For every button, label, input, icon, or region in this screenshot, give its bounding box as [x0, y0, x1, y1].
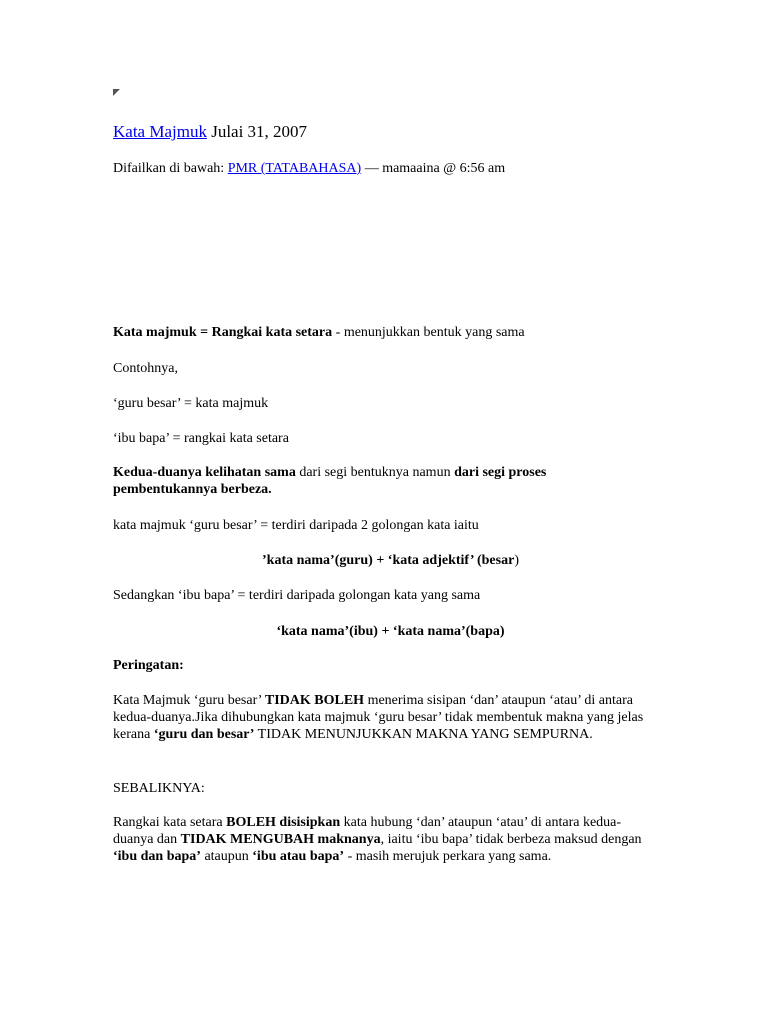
author-time: — mamaaina @ 6:56 am [364, 161, 506, 176]
paragraph-example-2: ‘ibu bapa’ = rangkai kata setara [113, 431, 289, 446]
rangkai-bold-4: ‘ibu atau bapa’ [252, 849, 345, 864]
warning-text-b: menerima sisipan ‘dan’ ataupun ‘atau’ di antara kedua-duanya.Jika dihubungkan kata majmuk ‘guru besar’ tidak membentuk makna yang jelas kerana [113, 693, 644, 742]
rangkai-bold-1: BOLEH disisipkan [226, 815, 341, 830]
rangkai-text-c: , iaitu ‘ibu bapa’ tidak berbeza maksud dengan [380, 832, 642, 847]
paragraph-sebaliknya: SEBALIKNYA: [113, 781, 205, 796]
post-meta [113, 160, 653, 177]
comparison-bold-1: Kedua-duanya kelihatan sama [113, 465, 296, 480]
warning-bold-1: TIDAK BOLEH [264, 693, 365, 708]
rangkai-text-d: ataupun [200, 849, 253, 864]
rangkai-text-a: Rangkai kata setara [113, 815, 227, 830]
paragraph-ibu-bapa: Sedangkan ‘ibu bapa’ = terdiri daripada golongan kata yang sama [113, 588, 481, 603]
post-title-link[interactable]: Kata Majmuk [113, 122, 207, 141]
formula-1-besar: besar [481, 553, 515, 568]
formula-1-bold: ’kata nama’(guru) + ‘kata adjektif’ ( [262, 553, 482, 568]
paragraph-example-intro: Contohnya, [113, 361, 178, 376]
warning-text-a: Kata Majmuk ‘guru besar’ [113, 693, 265, 708]
definition-bold: Kata majmuk = Rangkai kata setara [113, 325, 333, 340]
rangkai-text-b: kata hubung ‘dan’ ataupun ‘atau’ di antara kedua-duanya dan [113, 815, 622, 847]
paragraph-rangkai [113, 814, 649, 865]
paragraph-comparison [113, 464, 593, 498]
paragraph-example-1: ‘guru besar’ = kata majmuk [113, 396, 269, 411]
formula-ibu-bapa: ‘kata nama’(ibu) + ‘kata nama’(bapa) [276, 624, 505, 639]
post-header [113, 121, 653, 143]
comparison-bold-2: dari segi proses pembentukannya berbeza. [113, 465, 547, 497]
paragraph-guru-besar: kata majmuk ‘guru besar’ = terdiri daripada 2 golongan kata iaitu [113, 518, 479, 533]
definition-rest: - menunjukkan bentuk yang sama [332, 325, 525, 340]
rangkai-bold-3: ‘ibu dan bapa’ [113, 849, 201, 864]
warning-bold-2: ‘guru dan besar’ [153, 727, 255, 742]
filed-under-label: Difailkan di bawah: [113, 161, 225, 176]
comparison-middle: dari segi bentuknya namun [295, 465, 455, 480]
warning-text-c: TIDAK MENUNJUKKAN MAKNA YANG SEMPURNA. [254, 727, 593, 742]
broken-image-icon [113, 89, 121, 97]
formula-guru-besar [113, 552, 668, 569]
category-link[interactable]: PMR (TATABAHASA) [227, 161, 362, 176]
paragraph-definition [113, 324, 653, 341]
paragraph-warning [113, 692, 649, 743]
formula-1-close: ) [514, 553, 519, 568]
warning-heading: Peringatan: [113, 658, 184, 673]
rangkai-bold-2: TIDAK MENGUBAH maknanya [180, 832, 381, 847]
rangkai-text-e: - masih merujuk perkara yang sama. [344, 849, 552, 864]
post-date: Julai 31, 2007 [211, 122, 308, 141]
